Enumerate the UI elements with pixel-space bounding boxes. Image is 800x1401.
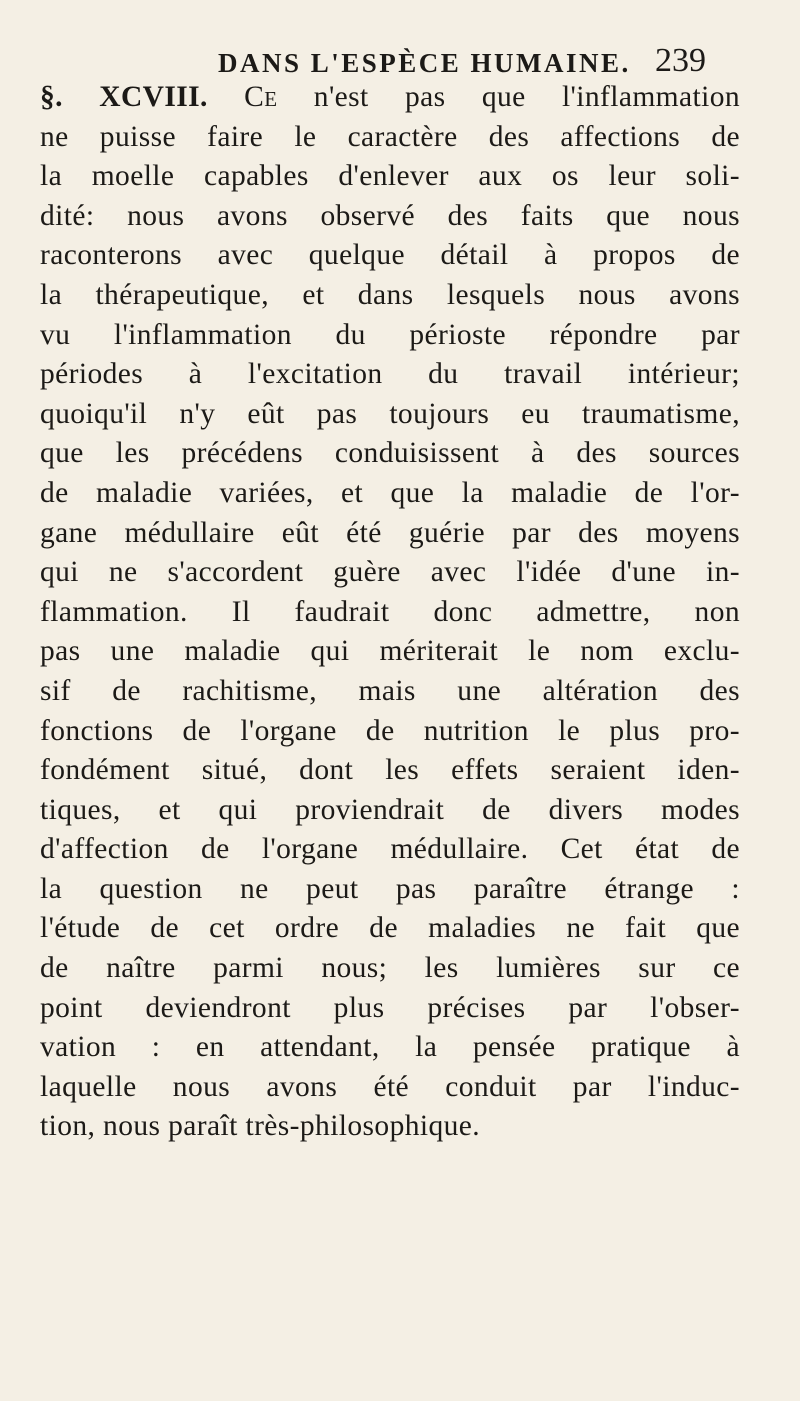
text-line: raconterons avec quelque détail à propos de <box>40 239 740 272</box>
text-line: fonctions de l'organe de nutrition le plus pro- <box>40 714 740 747</box>
text-line: que les précédens conduisissent à des sources <box>40 437 740 470</box>
running-title: DANS L'ESPÈCE HUMAINE. <box>218 48 631 78</box>
text-line: de maladie variées, et que la maladie de l'or- <box>40 476 740 509</box>
text-line: tiques, et qui proviendrait de divers modes <box>40 793 740 826</box>
text-line: l'étude de cet ordre de maladies ne fait que <box>40 912 740 945</box>
text-line: sif de rachitisme, mais une altération des <box>40 674 740 707</box>
text-line: gane médullaire eût été guérie par des moyens <box>40 516 740 549</box>
text-line: vu l'inflammation du périoste répondre par <box>40 318 740 351</box>
text-line: vation : en attendant, la pensée pratique à <box>40 1031 740 1064</box>
text-line: pas une maladie qui mériterait le nom exclu- <box>40 635 740 668</box>
text-line: point deviendront plus précises par l'obser- <box>40 991 740 1024</box>
text-line: la moelle capables d'enlever aux os leur soli- <box>40 160 740 193</box>
lead-word: Ce <box>244 81 278 113</box>
body-text <box>40 78 740 1147</box>
text-line: quoiqu'il n'y eût pas toujours eu traumatisme, <box>40 397 740 430</box>
text-line: qui ne s'accordent guère avec l'idée d'une in- <box>40 556 740 589</box>
text-line: de naître parmi nous; les lumières sur ce <box>40 952 740 985</box>
text-line: la question ne peut pas paraître étrange : <box>40 872 740 905</box>
text-line: périodes à l'excitation du travail intérieur; <box>40 358 740 391</box>
text-line: fondément situé, dont les effets seraient iden- <box>40 754 740 787</box>
text-line: dité: nous avons observé des faits que nous <box>40 199 740 232</box>
text-line: tion, nous paraît très-philosophique. <box>40 1110 481 1143</box>
text-line: la thérapeutique, et dans lesquels nous avons <box>40 278 740 311</box>
text-line: laquelle nous avons été conduit par l'induc- <box>40 1070 740 1103</box>
text-line <box>40 78 740 118</box>
text-line: d'affection de l'organe médullaire. Cet état de <box>40 833 740 866</box>
section-mark: §. XCVIII. <box>40 81 208 113</box>
page-number: 239 <box>655 42 706 79</box>
text-line: flammation. Il faudrait donc admettre, non <box>40 595 740 628</box>
text-line: ne puisse faire le caractère des affections de <box>40 120 740 153</box>
line-text: n'est pas que l'inflammation <box>277 81 740 113</box>
